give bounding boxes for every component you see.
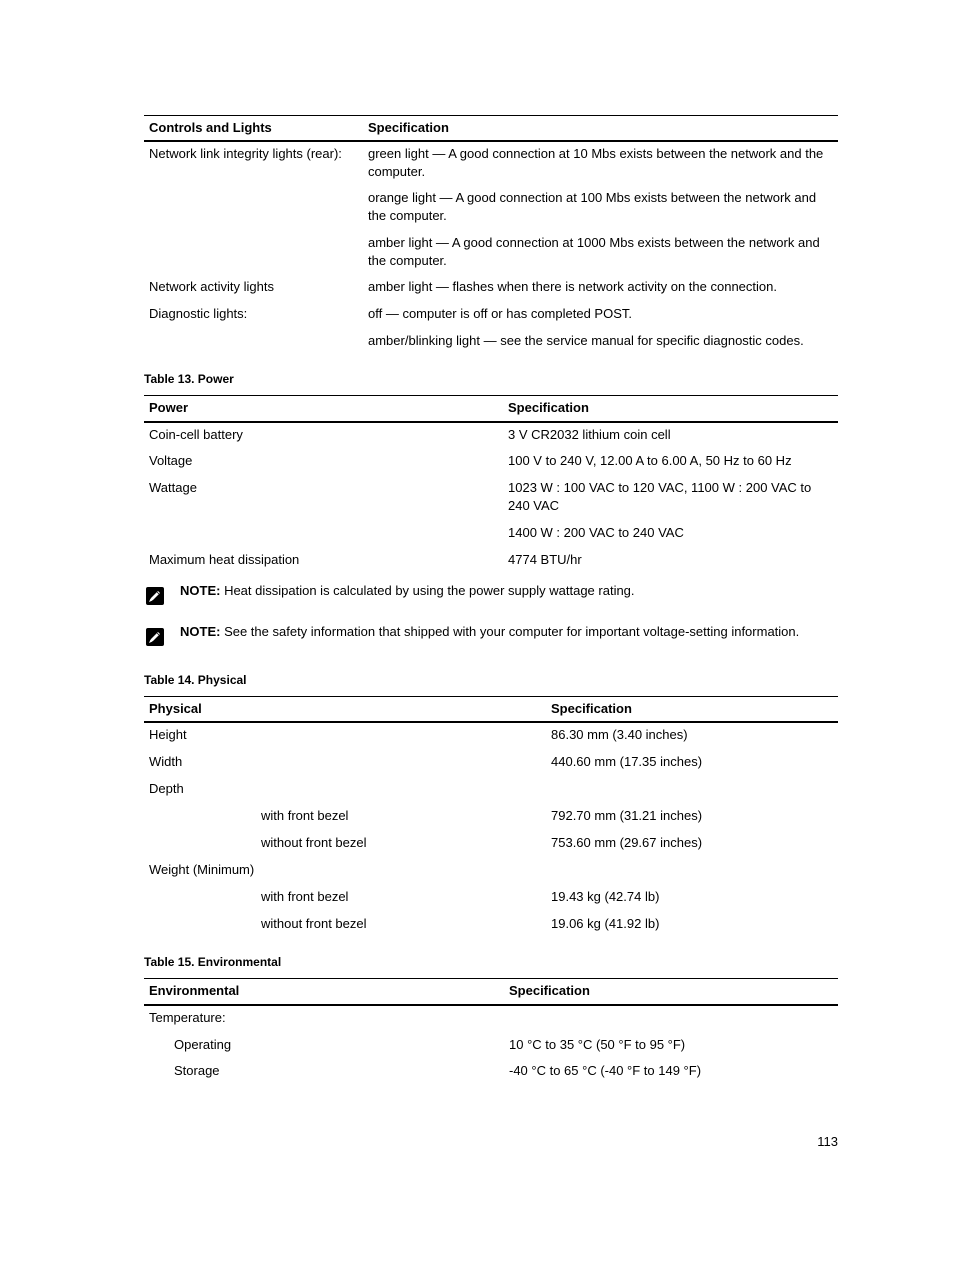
column-header: Specification xyxy=(509,983,590,998)
spec-text: amber light — A good connection at 1000 Mbs exists between the network and the computer. xyxy=(368,235,820,268)
table-caption: Table 15. Environmental xyxy=(144,955,282,969)
column-header: Power xyxy=(149,400,189,415)
row-label: Coin-cell battery xyxy=(149,427,243,442)
note-label: NOTE: xyxy=(180,583,221,598)
spec-text: 1023 W : 100 VAC to 120 VAC, 1100 W : 200 VAC to 240 VAC xyxy=(508,480,812,513)
row-label: Voltage xyxy=(149,453,193,468)
header-rule xyxy=(144,421,838,423)
spec-text: 1400 W : 200 VAC to 240 VAC xyxy=(508,525,684,540)
pencil-note-icon xyxy=(145,586,165,606)
row-sublabel: Storage xyxy=(174,1063,220,1078)
spec-text: -40 °C to 65 °C (-40 °F to 149 °F) xyxy=(509,1063,702,1078)
table-caption: Table 13. Power xyxy=(144,372,234,386)
column-header: Controls and Lights xyxy=(149,120,272,135)
header-rule xyxy=(144,140,838,142)
spec-text: 4774 BTU/hr xyxy=(508,552,582,567)
spec-text: 440.60 mm (17.35 inches) xyxy=(551,754,703,769)
note-body: See the safety information that shipped with your computer for important voltage-setting information. xyxy=(220,624,800,639)
row-label: Temperature: xyxy=(149,1010,226,1025)
spec-text: 19.06 kg (41.92 lb) xyxy=(551,916,660,931)
column-header: Environmental xyxy=(149,983,240,998)
spec-text: 100 V to 240 V, 12.00 A to 6.00 A, 50 Hz to 60 Hz xyxy=(508,453,792,468)
note-label: NOTE: xyxy=(180,624,221,639)
row-sublabel: without front bezel xyxy=(261,835,367,850)
row-sublabel: Operating xyxy=(174,1037,232,1052)
spec-text: 3 V CR2032 lithium coin cell xyxy=(508,427,671,442)
note-text xyxy=(180,623,799,641)
row-label: Depth xyxy=(149,781,184,796)
row-label: Network link integrity lights (rear): xyxy=(149,146,342,161)
column-header: Specification xyxy=(508,400,589,415)
table-caption: Table 14. Physical xyxy=(144,673,247,687)
row-label: Maximum heat dissipation xyxy=(149,552,300,567)
spec-text: green light — A good connection at 10 Mbs exists between the network and the computer. xyxy=(368,146,824,179)
pencil-note-icon xyxy=(145,627,165,647)
spec-text: amber light — flashes when there is network activity on the connection. xyxy=(368,279,777,294)
table-top-rule xyxy=(144,696,838,697)
spec-text: 753.60 mm (29.67 inches) xyxy=(551,835,703,850)
table-top-rule xyxy=(144,395,838,396)
spec-text: amber/blinking light — see the service manual for specific diagnostic codes. xyxy=(368,333,804,348)
column-header: Specification xyxy=(551,701,632,716)
column-header: Physical xyxy=(149,701,202,716)
spec-text: 19.43 kg (42.74 lb) xyxy=(551,889,660,904)
row-label: Width xyxy=(149,754,183,769)
row-label: Wattage xyxy=(149,480,197,495)
header-rule xyxy=(144,1004,838,1006)
row-label: Network activity lights xyxy=(149,279,274,294)
note-text xyxy=(180,582,635,600)
header-rule xyxy=(144,721,838,723)
spec-text: off — computer is off or has completed POST. xyxy=(368,306,632,321)
spec-text: 792.70 mm (31.21 inches) xyxy=(551,808,703,823)
row-sublabel: with front bezel xyxy=(261,889,349,904)
spec-text: 86.30 mm (3.40 inches) xyxy=(551,727,688,742)
note-body: Heat dissipation is calculated by using the power supply wattage rating. xyxy=(220,583,635,598)
row-label: Diagnostic lights: xyxy=(149,306,248,321)
row-label: Weight (Minimum) xyxy=(149,862,255,877)
column-header: Specification xyxy=(368,120,449,135)
spec-text: orange light — A good connection at 100 Mbs exists between the network and the computer. xyxy=(368,190,817,223)
spec-text: 10 °C to 35 °C (50 °F to 95 °F) xyxy=(509,1037,686,1052)
row-sublabel: with front bezel xyxy=(261,808,349,823)
row-sublabel: without front bezel xyxy=(261,916,367,931)
table-top-rule xyxy=(144,978,838,979)
row-label: Height xyxy=(149,727,187,742)
page-number: 113 xyxy=(817,1134,838,1149)
table-top-rule xyxy=(144,115,838,116)
